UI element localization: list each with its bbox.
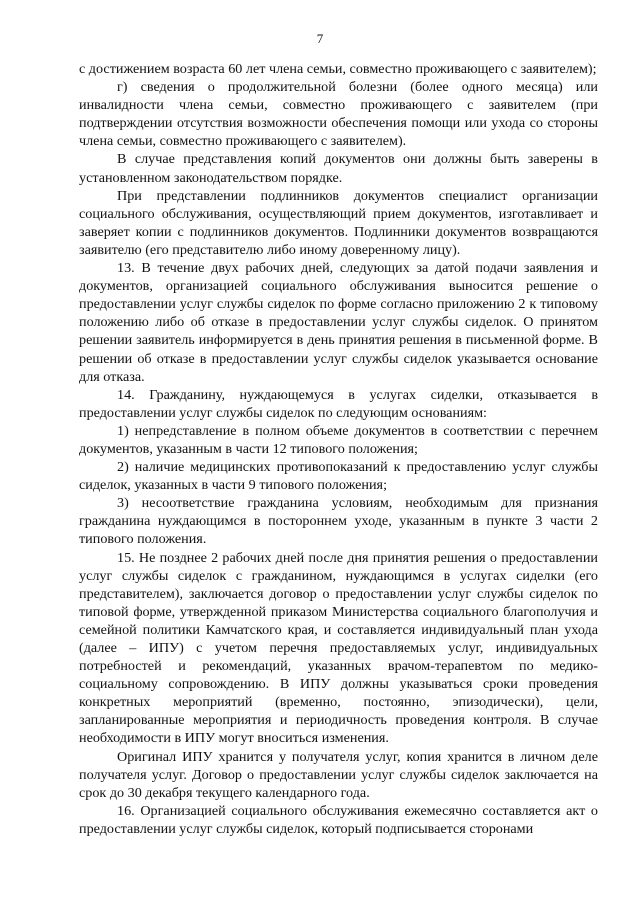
paragraph-15: 15. Не позднее 2 рабочих дней после дня принятия решения о предоставлении услуг службы сиделок с гражданином, нуждающимся в услугах сиделки (его представителем), заключается договор о предоставлении услуг службы сиделок по типовой форме, утвержденной приказом Министерства социального благополучия и семейной политики Камчатского края, и составляется индивидуальный план ухода (далее – ИПУ) с учетом перечня предоставляемых услуг, индивидуальных потребностей и рекомендаций, указанных врачом-терапевтом по медико-социальному сопровождению. В ИПУ должны указываться сроки проведения конкретных мероприятий (временно, постоянно, эпизодически), цели, запланированные мероприятия и периодичность проведения контроля. В случае необходимости в ИПУ могут вноситься изменения. [79,549,598,747]
paragraph-13: 13. В течение двух рабочих дней, следующих за датой подачи заявления и документов, организацией социального обслуживания выносится решение о предоставлении услуг службы сиделок по форме согласно приложению 2 к типовому положению либо об отказе в предоставлении услуг службы сиделок. О принятом решении заявитель информируется в день принятия решения в письменной форме. В решении об отказе в предоставлении услуг службы сиделок указывается основание для отказа. [79,260,598,385]
paragraph-14: 14. Гражданину, нуждающемуся в услугах сиделки, отказывается в предоставлении услуг службы сиделок по следующим основаниям: [79,386,598,421]
paragraph-copies: В случае представления копий документов они должны быть заверены в установленном законодательством порядке. [79,151,598,186]
paragraph-continuation: с достижением возраста 60 лет члена семьи, совместно проживающего с заявителем); [79,61,597,77]
document-body [79,60,598,838]
paragraph-16: 16. Организацией социального обслуживания ежемесячно составляется акт о предоставлении услуг службы сиделок, который подписывается сторонами [79,802,598,837]
paragraph-14-2: 2) наличие медицинских противопоказаний к предоставлению услуг службы сиделок, указанных в части 9 типового положения; [79,459,598,494]
paragraph-originals: При представлении подлинников документов специалист организации социального обслуживания, осуществляющий прием документов, изготавливает и заверяет копии с подлинников документов. Подлинники документов возвращаются заявителю (его представителю либо иному доверенному лицу). [79,187,598,258]
paragraph-ipu-original: Оригинал ИПУ хранится у получателя услуг, копия хранится в личном деле получателя услуг. Договор о предоставлении услуг службы сиделок заключается на срок до 30 декабря текущего календарного года. [79,748,598,801]
paragraph-14-1: 1) непредставление в полном объеме документов в соответствии с перечнем документов, указанным в части 12 типового положения; [79,422,598,457]
paragraph-item-g: г) сведения о продолжительной болезни (более одного месяца) или инвалидности члена семьи, совместно проживающего с заявителем (при подтверждении отсутствия возможности обеспечения помощи или ухода со стороны члена семьи, совместно проживающего с заявителем). [79,79,598,150]
page-number: 7 [316,31,324,46]
paragraph-14-3: 3) несоответствие гражданина условиям, необходимым для признания гражданина нуждающимся в постороннем уходе, указанным в пункте 3 части 2 типового положения. [79,495,598,548]
